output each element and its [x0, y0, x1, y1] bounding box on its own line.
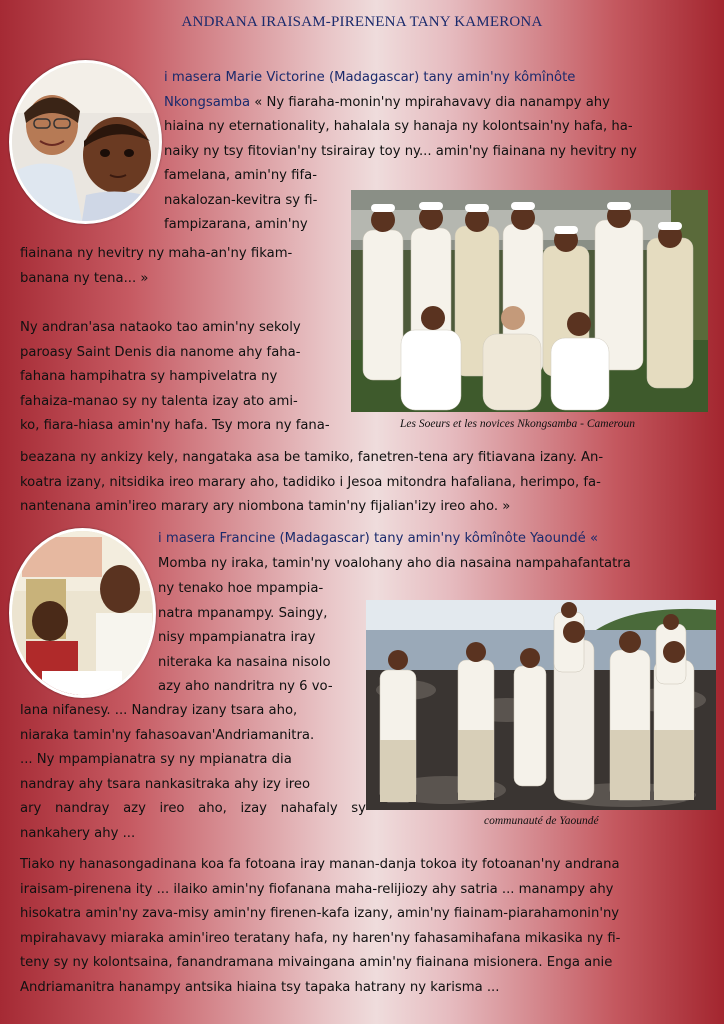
section2-narrow: ny tenako hoe mpampia- natra mpanampy. Saingy, nisy mpampianatra iray niteraka ka nasaina nisolo azy aho nandritra ny 6 vo- — [158, 581, 333, 694]
photo-caption-nkongsamba: Les Soeurs et les novices Nkongsamba - Cameroun — [400, 418, 635, 430]
section1-body-narrow: Ny andran'asa nataoko tao amin'ny sekoly paroasy Saint Denis dia nanome ahy faha- fahana hampihatra sy hampivelatra ny fahaiza-manao sy ny talenta izay ato ami- ko, fiara-hiasa amin'ny hafa. Tsy mora ny fana- — [20, 320, 330, 433]
section1-body-wide: beazana ny ankizy kely, nangataka asa be tamiko, fanetren-tena ary fitiavana izany. An- koatra izany, nitsidika ireo marary aho, tadidiko i Jesoa mitondra hafaliana, herimpo, fa- nantenana amin'ireo marary ary niombona tamin'ny fijalian'izy ireo aho. » — [20, 450, 604, 514]
section2-heading: i masera Francine (Madagascar) tany amin'ny kômînôte Yaoundé « — [158, 531, 599, 546]
section1-quote-narrow: famelana, amin'ny fifa- nakalozan-kevitra sy fi- fampizarana, amin'ny — [164, 168, 318, 232]
section1-heading-place: Nkongsamba — [164, 94, 251, 110]
classroom-photo-francine — [9, 528, 156, 698]
photo-caption-yaounde: communauté de Yaoundé — [484, 815, 599, 827]
section2-wide: lana nifanesy. ... Nandray izany tsara aho, niaraka tamin'ny fahasoavan'Andriamanitra. ... Ny mpampianatra sy ny mpianatra dia nandray ahy tsara nankasitraka ahy izy ireo ary nandray azy ireo aho, izay nahafaly sy nankahery ahy ... — [20, 703, 366, 841]
section2-heading-block — [158, 527, 718, 552]
section1-quote-end: fiainana ny hevitry ny maha-an'ny fikam- banana ny tena... » — [20, 246, 293, 286]
group-photo-nkongsamba — [351, 190, 708, 412]
section2-first-line: Momba ny iraka, tamin'ny voalohany aho dia nasaina nampahafantatra — [158, 556, 631, 571]
closing-paragraph: Tiako ny hanasongadinana koa fa fotoana iray manan-danja tokoa ity fotoanan'ny andrana iraisam-pirenena ity ... ilaiko amin'ny fiofanana maha-relijiozy ahy satria ... manampy ahy hisokatra amin'ny zava-misy amin'ny firenen-kafa izany, amin'ny fiainam-piarahamonin'ny mpirahavavy miaraka amin'ireo teratany hafa, ny haren'ny fahasamihafana mikasika ny fi- teny sy ny kolontsaina, fanandramana mivaingana amin'ny fiainana misionera. Enga anie Andriamanitra hanampy antsika hiaina tsy tapaka hatrany ny karisma ... — [20, 857, 621, 995]
section1-intro: i masera Marie Victorine (Madagascar) tany amin'ny kômînôte Nkongsamba « Ny fiaraha-monin'ny mpirahavavy dia nanampy ahy hiaina ny eternationality, hahalala sy hanaja ny kolontsain'ny hafa, ha- naiky ny tsy fitovian'ny tsirairay toy ny... amin'ny fiainana ny hevitry ny — [164, 70, 637, 159]
group-photo-yaounde — [366, 600, 716, 810]
page-title: ANDRANA IRAISAM-PIRENENA TANY KAMERONA — [181, 14, 543, 30]
section1-heading: i masera Marie Victorine (Madagascar) tany amin'ny kômînôte — [164, 70, 576, 85]
portrait-photo-victorine — [9, 60, 162, 224]
